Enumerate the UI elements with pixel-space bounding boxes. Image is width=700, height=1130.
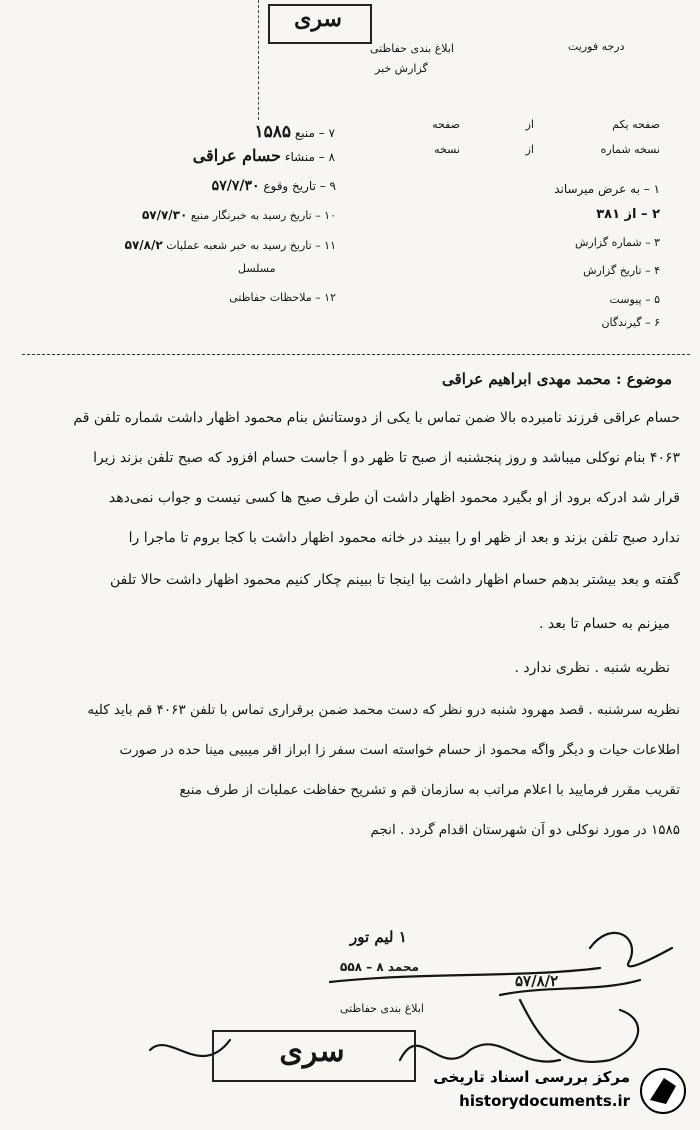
field-received-source (44, 208, 336, 222)
watermark-logo-icon (638, 1066, 688, 1116)
comment-second-line-4: ۱۵۸۵ در مورد نوکلی دو آن شهرستان اقدام گردد . انجم (370, 822, 680, 838)
report-type-line: گزارش خبر (375, 62, 428, 75)
copy-label: نسخه شماره (600, 143, 660, 156)
page-from: از (525, 118, 534, 131)
body-line-4: ندارد صبح تلفن بزند و بعد از ظهر او را ببیند در خانه محمود اظهار داشت با کجا بروم تا ماجرا را (128, 530, 680, 546)
page-total: صفحه (432, 118, 460, 131)
field-received-ops-value: ۵۷/۸/۲ (124, 238, 163, 252)
field-recipients: ۶ – گیرندگان (601, 316, 660, 329)
subject-line: موضوع : محمد مهدی ابراهیم عراقی (442, 370, 672, 388)
field-serial-suffix: مسلسل (238, 262, 276, 275)
body-line-1: حسام عراقی فرزند نامبرده بالا ضمن تماس با یکی از دوستانش بنام محمود اظهار داشت شماره تلفن قم (73, 410, 680, 426)
priority-label: درجه فوریت (568, 40, 625, 53)
watermark-persian: مرکز بررسی اسناد تاریخی (433, 1068, 630, 1086)
field-origin (155, 146, 335, 165)
comment-second-line-1: نظریه سرشنبه . قصد مهرود شنبه درو نظر که دست محمد ضمن برقراری تماس با تلفن ۴۰۶۳ قم باید کلیه (87, 702, 680, 718)
field-event-date-value: ۵۷/۷/۳۰ (211, 178, 260, 194)
page-label: صفحه یکم (612, 118, 660, 131)
field-attachment: ۵ – پیوست (609, 293, 660, 306)
body-line-2: ۴۰۶۳ بنام نوکلی میباشد و روز پنجشنبه از صبح تا ظهر دو آ جاست حسام افزود که صبح تلفن بزند زیرا (93, 450, 680, 466)
field-event-date (110, 178, 336, 194)
field-received-ops (30, 238, 336, 252)
field-received-source-value: ۵۷/۷/۳۰ (141, 208, 188, 222)
field-report-date: ۴ – تاریخ گزارش (583, 264, 660, 277)
signer-name: ۱ لیم تور (350, 928, 407, 946)
body-line-3: قرار شد ادرکه برود از او بگیرد محمود اظهار داشت آن طرف صبح ها کسی نیست و جواب نمی‌دهد (108, 490, 680, 506)
classification-line: ابلاغ بندی حفاظتی (370, 42, 454, 55)
top-right-signature-icon (590, 933, 672, 966)
comment-second-line-3: تقریب مقرر فرمایید با اعلام مراتب به سازمان قم و تشریح حفاظت عملیات از طرف منبع (179, 782, 680, 798)
bottom-stamp-text: سری (279, 1034, 345, 1069)
comment-second-line-2: اطلاعات حیات و دیگر واگه محمود از حسام خواسته است سفر زا ابراز اقر میبیی مینا حده در صورت (119, 742, 680, 758)
watermark-url: historydocuments.ir (459, 1092, 630, 1110)
signer-number: محمد ۸ – ۵۵۸ (340, 960, 419, 974)
field-protective-notes: ۱۲ – ملاحظات حفاظتی (229, 291, 336, 304)
field-origin-value: حسام عراقی (192, 146, 282, 165)
comment-first: نظریه شنبه . نظری ندارد . (514, 660, 670, 676)
field-source-label: ۷ – منبع (294, 126, 335, 140)
signature-date: ۵۷/۸/۲ (515, 972, 559, 990)
header-vertical-rule (258, 0, 259, 120)
field-event-date-label: ۹ – تاریخ وقوع (263, 179, 336, 193)
field-submit: ۱ – به عرض میرساند (554, 182, 660, 196)
watermark (400, 1062, 692, 1122)
copy-from: از (525, 143, 534, 156)
field-received-ops-label: ۱۱ – تاریخ رسید به خبر شعبه عملیات (166, 239, 336, 252)
field-report-number: ۳ – شماره گزارش (574, 236, 660, 249)
footer-classification: ابلاغ بندی حفاظتی (340, 1002, 424, 1015)
body-line-6: میزنم به حسام تا بعد . (538, 616, 670, 632)
body-line-5: گفته و بعد بیشتر بدهم حسام اظهار داشت بیا اینجا تا ببینم چکار کنیم محمود اظهار داشت حالا تلفن (109, 572, 680, 588)
field-source-value: ۱۵۸۵ (254, 122, 292, 142)
field-from: ۲ – از ۳۸۱ (596, 207, 660, 222)
bottom-mid-signature-icon (400, 1044, 560, 1061)
top-stamp-text: سری (294, 6, 342, 32)
field-source (170, 122, 335, 142)
copy-total: نسخه (434, 143, 460, 156)
header-separator (22, 354, 690, 355)
bottom-right-signature-icon (520, 1000, 638, 1062)
field-received-source-label: ۱۰ – تاریخ رسید به خبرنگار منبع (190, 209, 336, 222)
field-origin-label: ۸ – منشاء (284, 150, 335, 164)
